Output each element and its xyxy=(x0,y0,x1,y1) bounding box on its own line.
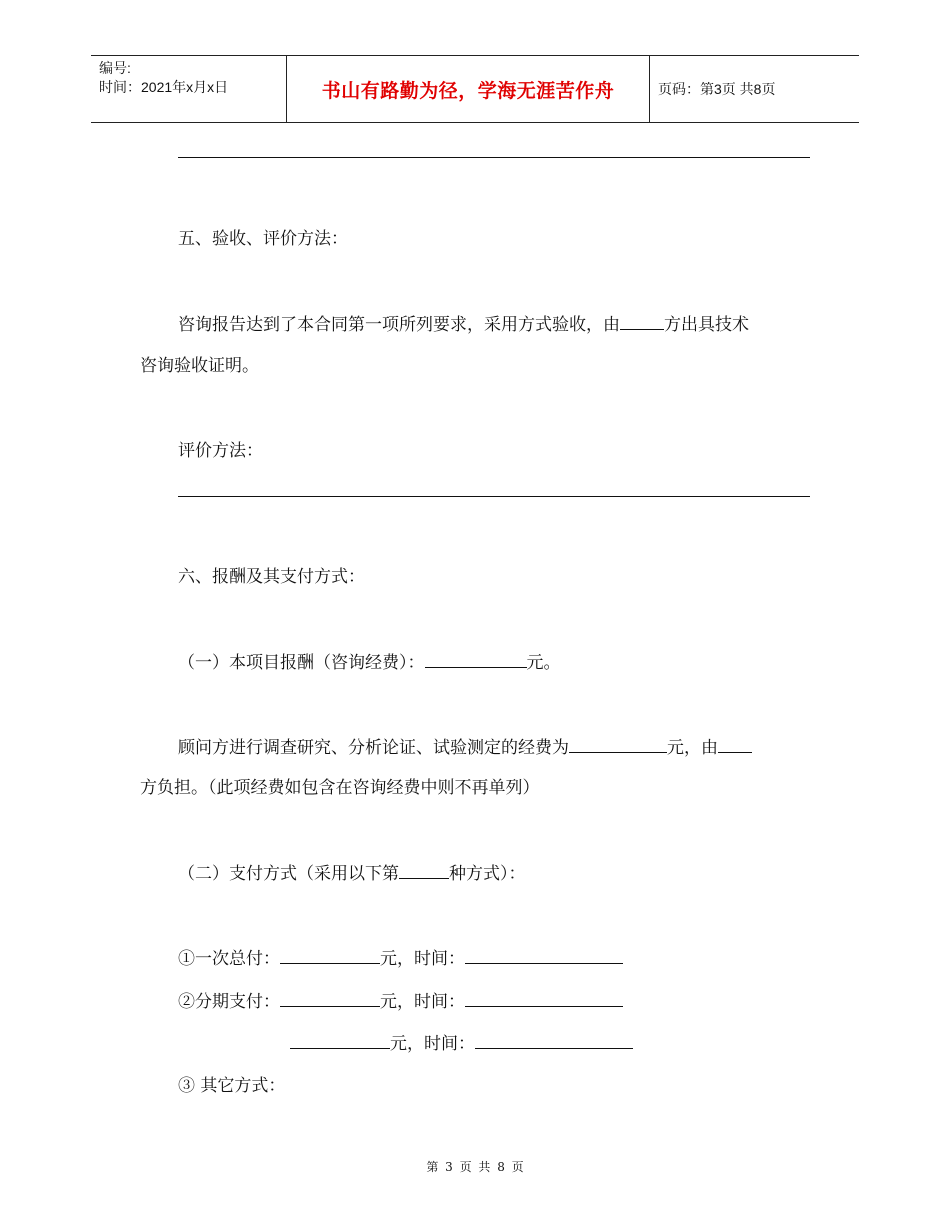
amount-field[interactable] xyxy=(280,990,380,1007)
time-field[interactable] xyxy=(475,1032,633,1049)
page-footer: 第 3 页 共 8 页 xyxy=(426,1160,524,1174)
time-field[interactable] xyxy=(465,990,623,1007)
section-5-paragraph-line2: 咨询验收证明。 xyxy=(140,356,259,376)
option-text: 元，时间： xyxy=(380,949,465,969)
expense-paragraph-line1 xyxy=(178,736,752,759)
paragraph-text: （二）支付方式（采用以下第 xyxy=(178,864,399,884)
blank-field[interactable] xyxy=(718,736,752,753)
option-other: ③ 其它方式： xyxy=(178,1076,286,1096)
section-5-title: 五、验收、评价方法： xyxy=(178,229,348,249)
paragraph-text: 顾问方进行调查研究、分析论证、试验测定的经费为 xyxy=(178,738,569,758)
paragraph-text: （一）本项目报酬（咨询经费）： xyxy=(178,653,425,673)
document-time-label: 时间：2021年x月x日 xyxy=(99,79,229,95)
paragraph-text: 咨询报告达到了本合同第一项所列要求，采用方式验收，由 xyxy=(178,315,620,335)
option-label: ②分期支付： xyxy=(178,992,280,1012)
blank-field[interactable] xyxy=(399,862,449,879)
paragraph-text: 方出具技术 xyxy=(664,315,749,335)
fill-line xyxy=(178,496,810,497)
section-5-paragraph-line1 xyxy=(178,313,749,336)
header-divider xyxy=(649,56,650,122)
paragraph-text: 种方式）： xyxy=(449,864,526,884)
document-number-label: 编号: xyxy=(99,60,131,76)
paragraph-text: 元，由 xyxy=(667,738,718,758)
page-header xyxy=(91,55,859,123)
fill-line xyxy=(178,157,810,158)
header-page-number: 页码：第3页 共8页 xyxy=(658,81,776,97)
blank-field[interactable] xyxy=(620,313,664,330)
amount-field[interactable] xyxy=(290,1032,390,1049)
section-6-title: 六、报酬及其支付方式： xyxy=(178,567,365,587)
paragraph-text: 元。 xyxy=(526,653,561,673)
expense-paragraph-line2: 方负担。（此项经费如包含在咨询经费中则不再单列） xyxy=(140,778,540,798)
remuneration-line xyxy=(178,651,561,674)
header-motto: 书山有路勤为径，学海无涯苦作舟 xyxy=(321,79,615,102)
header-meta xyxy=(99,59,289,97)
evaluation-method-label: 评价方法： xyxy=(178,441,263,461)
amount-field[interactable] xyxy=(280,947,380,964)
blank-field[interactable] xyxy=(425,651,527,668)
time-field[interactable] xyxy=(465,947,623,964)
payment-method-line xyxy=(178,862,526,885)
option-label: ①一次总付： xyxy=(178,949,280,969)
option-installment-second xyxy=(290,1032,633,1055)
option-lump-sum xyxy=(178,947,623,970)
blank-field[interactable] xyxy=(569,736,667,753)
option-text: 元，时间： xyxy=(390,1034,475,1054)
option-installment xyxy=(178,990,623,1013)
option-text: 元，时间： xyxy=(380,992,465,1012)
